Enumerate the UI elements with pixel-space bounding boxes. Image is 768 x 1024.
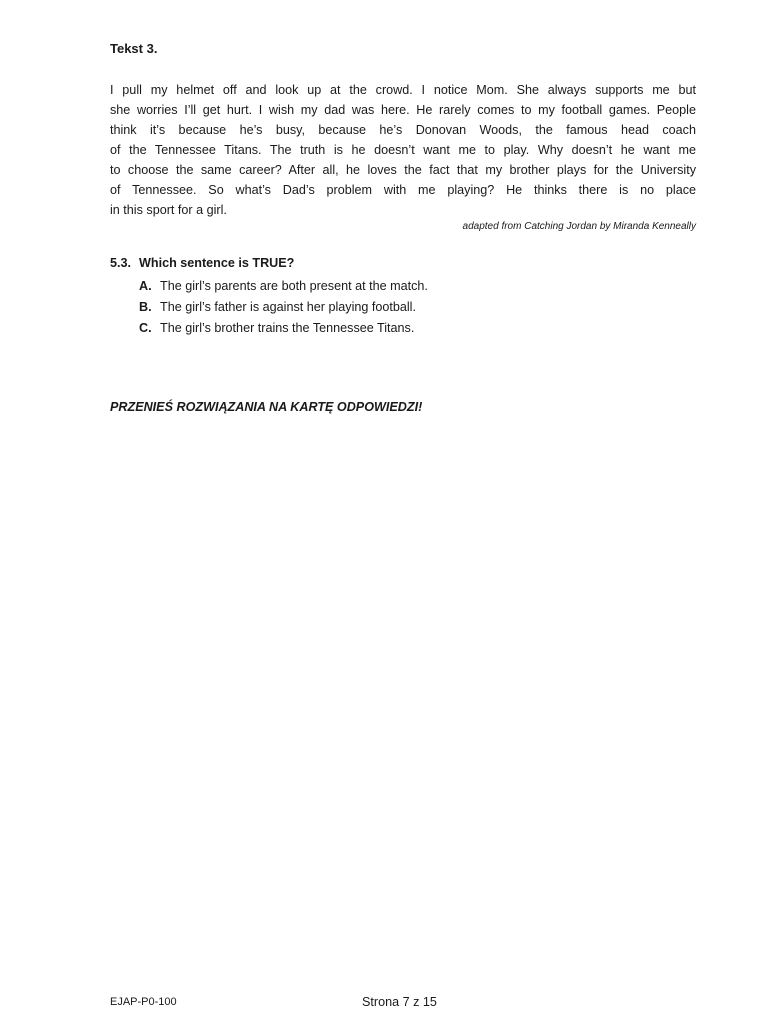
passage-line: in this sport for a girl. <box>110 203 227 217</box>
question-title <box>110 256 294 270</box>
source-citation: adapted from Catching Jordan by Miranda Kenneally <box>462 221 696 232</box>
passage-line: I pull my helmet off and look up at the crowd. I notice Mom. She always supports me but <box>110 83 696 97</box>
option-text: The girl’s brother trains the Tennessee Titans. <box>160 321 415 335</box>
page-number: Strona 7 z 15 <box>362 995 437 1009</box>
reading-passage <box>110 80 696 220</box>
option-b <box>139 297 428 318</box>
passage-line: she worries I’ll get hurt. I wish my dad was here. He rarely comes to my football games. People <box>110 103 696 117</box>
option-letter: C. <box>139 321 152 335</box>
transfer-instruction: PRZENIEŚ ROZWIĄZANIA NA KARTĘ ODPOWIEDZI! <box>110 400 423 414</box>
option-text: The girl’s parents are both present at the match. <box>160 279 428 293</box>
exam-code: EJAP-P0-100 <box>110 996 177 1008</box>
question-number: 5.3. <box>110 256 132 270</box>
answer-options <box>139 276 428 339</box>
passage-line: think it’s because he’s busy, because he’s Donovan Woods, the famous head coach <box>110 123 696 137</box>
passage-line: of Tennessee. So what’s Dad’s problem with me playing? He thinks there is no place <box>110 183 696 197</box>
option-c <box>139 318 428 339</box>
question-text: Which sentence is TRUE? <box>139 256 295 270</box>
passage-line: to choose the same career? After all, he loves the fact that my brother plays for the University <box>110 163 696 177</box>
option-letter: A. <box>139 279 152 293</box>
option-a <box>139 276 428 297</box>
option-letter: B. <box>139 300 152 314</box>
text-heading: Tekst 3. <box>110 41 158 56</box>
option-text: The girl’s father is against her playing football. <box>160 300 416 314</box>
passage-line: of the Tennessee Titans. The truth is he doesn’t want me to play. Why doesn’t he want me <box>110 143 696 157</box>
